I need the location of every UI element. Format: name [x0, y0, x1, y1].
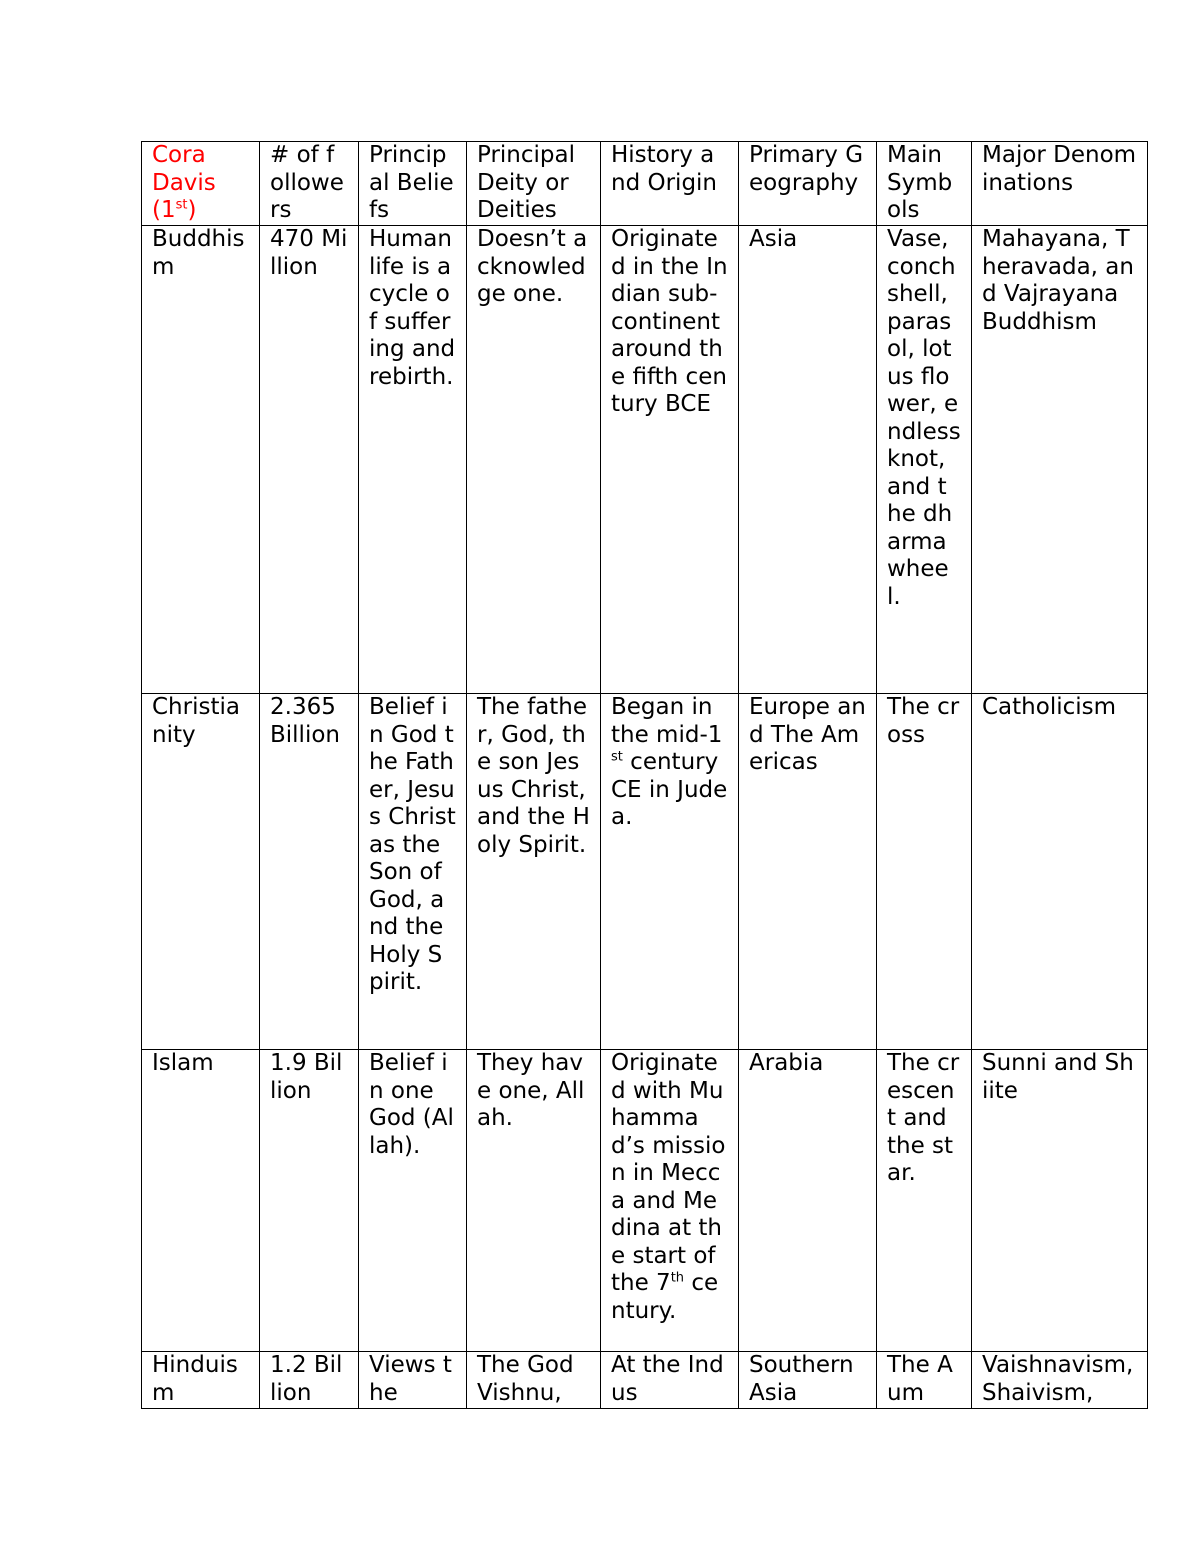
followers-cell: 470 Million: [260, 226, 359, 694]
table-row: [142, 226, 1148, 694]
deity-cell: The father, God, the son Jesus Christ, and the Holy Spirit.: [467, 694, 601, 1050]
symbols-cell: The cross: [877, 694, 972, 1050]
geography-cell: Asia: [739, 226, 877, 694]
symbols-cell: The Aum: [877, 1352, 972, 1409]
history-cell: Originated with Muhammad’s mission in Mecca and Medina at the start of the 7th century.: [601, 1050, 739, 1352]
beliefs-cell: Human life is a cycle of suffering and rebirth.: [359, 226, 467, 694]
geography-cell: Arabia: [739, 1050, 877, 1352]
author-first-name: Cora: [152, 142, 206, 168]
history-cell: Began in the mid-1st century CE in Judea.: [601, 694, 739, 1050]
deity-cell: They have one, Allah.: [467, 1050, 601, 1352]
header-followers: # of followers: [260, 142, 359, 226]
beliefs-cell: Belief in God the Father, Jesus Christ as the Son of God, and the Holy Spirit.: [359, 694, 467, 1050]
religion-cell: Hinduism: [142, 1352, 260, 1409]
religion-cell: Christianity: [142, 694, 260, 1050]
table-row: [142, 694, 1148, 1050]
table-row: [142, 1050, 1148, 1352]
author-last-name: Davis: [152, 169, 216, 196]
author-rank: (1st): [152, 197, 197, 223]
beliefs-cell: Views the: [359, 1352, 467, 1409]
symbols-cell: Vase, conch shell, parasol, lotus flower, endless knot, and the dharma wheel.: [877, 226, 972, 694]
denominations-cell: Catholicism: [972, 694, 1148, 1050]
followers-cell: 1.9 Billion: [260, 1050, 359, 1352]
header-symbols: Main Symbols: [877, 142, 972, 226]
history-cell: Originated in the Indian sub-continent around the fifth century BCE: [601, 226, 739, 694]
header-deity: Principal Deity or Deities: [467, 142, 601, 226]
header-geography: Primary Geography: [739, 142, 877, 226]
denominations-cell: Vaishnavism, Shaivism,: [972, 1352, 1148, 1409]
table-header-row: [142, 142, 1148, 226]
symbols-cell: The crescent and the star.: [877, 1050, 972, 1352]
header-history: History and Origin: [601, 142, 739, 226]
followers-cell: 2.365 Billion: [260, 694, 359, 1050]
denominations-cell: Mahayana, Theravada, and Vajrayana Buddhism: [972, 226, 1148, 694]
followers-cell: 1.2 Billion: [260, 1352, 359, 1409]
deity-cell: Doesn’t acknowledge one.: [467, 226, 601, 694]
religions-table: [141, 141, 1148, 1409]
history-cell: At the Indus: [601, 1352, 739, 1409]
header-denominations: Major Denominations: [972, 142, 1148, 226]
geography-cell: Europe and The Americas: [739, 694, 877, 1050]
deity-cell: The God Vishnu,: [467, 1352, 601, 1409]
geography-cell: Southern Asia: [739, 1352, 877, 1409]
table-row: [142, 1352, 1148, 1409]
religion-cell: Buddhism: [142, 226, 260, 694]
religion-cell: Islam: [142, 1050, 260, 1352]
beliefs-cell: Belief in one God (Allah).: [359, 1050, 467, 1352]
author-cell: [142, 142, 260, 226]
denominations-cell: Sunni and Shiite: [972, 1050, 1148, 1352]
header-beliefs: Principal Beliefs: [359, 142, 467, 226]
